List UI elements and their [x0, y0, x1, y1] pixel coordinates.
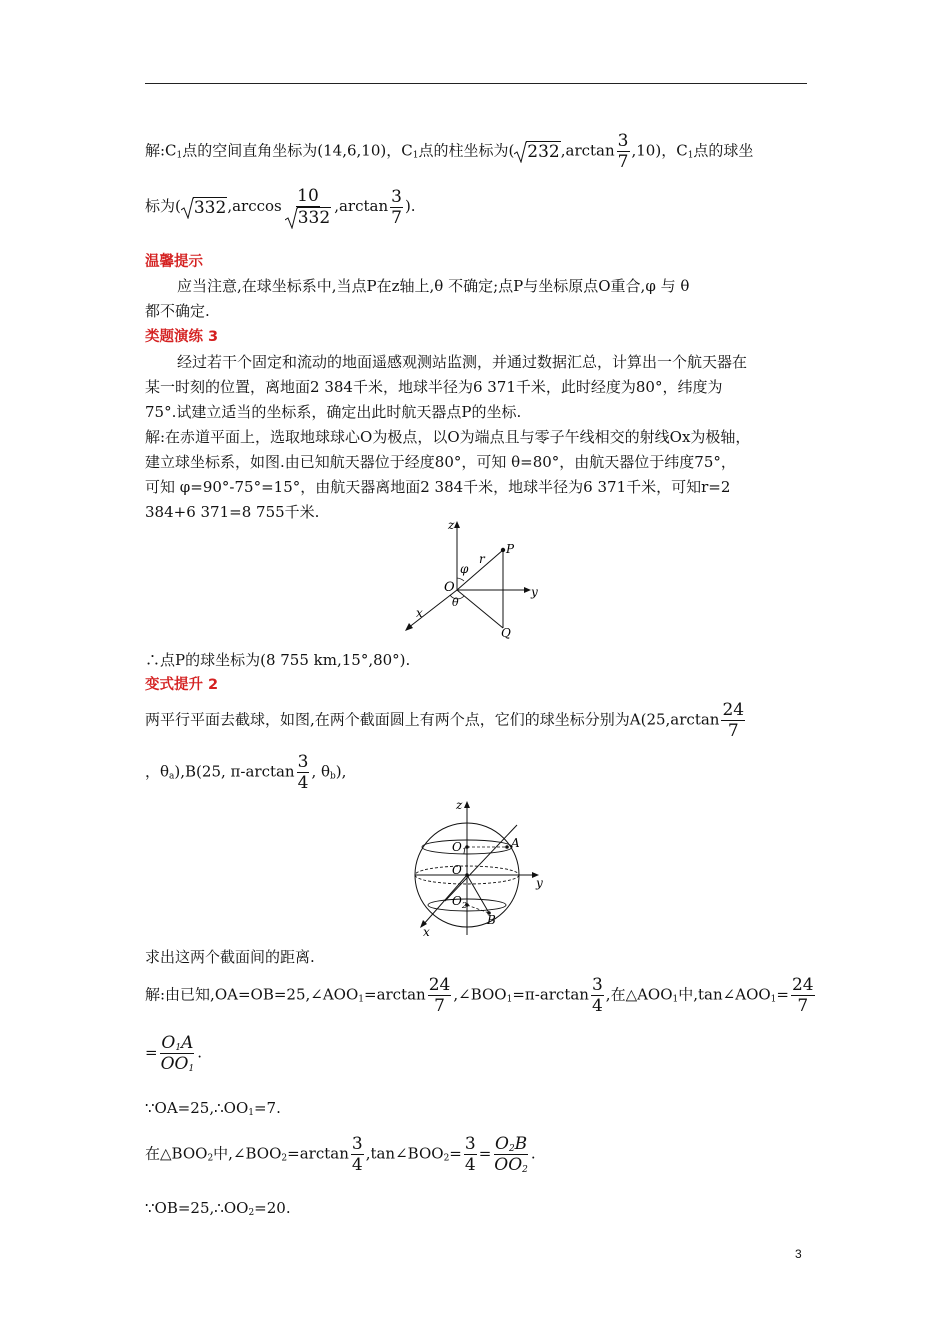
sphere-section-figure	[405, 795, 555, 940]
fig2-label-B: B	[487, 913, 496, 927]
header-rule	[145, 83, 807, 84]
fig1-label-z: z	[448, 518, 455, 532]
practice-problem-3: 75°.试建立适当的坐标系，确定出此时航天器点P的坐标.	[145, 403, 522, 421]
practice-problem-2: 某一时刻的位置，离地面2 384千米，地球半径为6 371千米，此时经度为80°，纬度为	[145, 378, 723, 396]
practice-solution-2: 建立球坐标系，如图.由已知航天器位于经度80°，可知 θ=80°，由航天器位于纬度75°，	[145, 453, 736, 471]
tip-heading: 温馨提示	[145, 254, 203, 270]
practice-heading: 类题演练 3	[145, 329, 219, 345]
fig2-label-z: z	[456, 798, 463, 812]
solution2-line-4: 在$\triangle BOO_2$中$,\angle BOO_2=\arctan$ $\frac{3}{4}$ $,\tan\angle BOO_2=$ $\frac{3}{4}$ = $\frac{O_2B}{OO_2}$ .	[145, 1134, 536, 1175]
fig2-label-O1: $O_1$	[452, 840, 467, 856]
practice-solution-4: 384+6 371=8 755千米.	[145, 503, 320, 521]
tip-text-1: 应当注意,在球坐标系中,当点P在z轴上,θ 不确定;点P与坐标原点O重合,φ 与 θ	[177, 277, 690, 295]
variant-question: 求出这两个截面间的距离.	[145, 948, 315, 966]
spherical-coordinate-figure	[400, 515, 550, 645]
fraction-3-7b: $\frac{3}{7}$	[391, 186, 402, 228]
page-number: 3	[795, 1247, 802, 1261]
solution2-line-1: 解:由已知$,OA=OB=25,\angle AOO_1=\arctan$ $\frac{24}{7}$ $,\angle BOO_1=\pi-\arctan$ $\frac{3}{4}$ ,在$\triangle AOO_1$中$,\tan\angle AOO_1=$ $\frac{24}{7}$	[145, 975, 814, 1016]
practice-solution-3: 可知 φ=90°-75°=15°，由航天器离地面2 384千米，地球半径为6 371千米，可知r=2	[145, 478, 731, 496]
fraction-10-sqrt332: $\frac{10}{332}$	[284, 186, 332, 228]
fig2-label-O2: $O_2$	[452, 894, 467, 910]
practice-answer: ∴点P的球坐标为(8 755 km,15°,80°).	[145, 651, 411, 669]
sqrt-232: 232	[514, 141, 560, 162]
fig2-label-O: O	[452, 863, 462, 877]
practice-solution-1: 解:在赤道平面上，选取地球球心O为极点，以O为端点且与零子午线相交的射线Ox为极轴，	[145, 428, 751, 446]
fig1-label-x: x	[416, 606, 423, 620]
fraction-24-7: $\frac{24}{7}$	[722, 700, 745, 741]
variant-heading: 变式提升 2	[145, 677, 219, 693]
solution2-line-5: $\because OB=25,\therefore OO_2=20$.	[145, 1199, 291, 1218]
solution2-line-2: = $\frac{O_1A}{OO_1}$ .	[145, 1033, 202, 1074]
solution2-line-3: $\because OA=25,\therefore OO_1=7$.	[145, 1099, 281, 1118]
tip-text-2: 都不确定.	[145, 302, 210, 320]
variant-problem-1: 两平行平面去截球，如图,在两个截面圆上有两个点，它们的球坐标分别为A(25,arctan $\frac{24}{7}$	[145, 700, 745, 741]
solution-line-2: 标为( 332,arccos $\frac{10}{332}$ ,arctan $\frac{3}{7}$ ).	[145, 186, 416, 228]
fig2-label-y: y	[536, 876, 543, 890]
fraction-3-4: $\frac{3}{4}$	[297, 752, 309, 793]
solution-line-1: 解$:C_1$点的空间直角坐标为(14,6,10)，$C_1$点的柱坐标为( 232,arctan $\frac{3}{7}$ ,10)，$C_1$点的球坐	[145, 131, 754, 172]
fig2-label-x: x	[423, 925, 430, 939]
fig1-label-r: r	[479, 552, 485, 566]
fig1-label-y: y	[531, 585, 538, 599]
sqrt-332: 332	[181, 197, 227, 218]
fig1-label-Q: Q	[501, 626, 511, 640]
variant-problem-2: ，$\theta_a),B(25$, π-arctan $\frac{3}{4}$ , $\theta_b$),	[145, 752, 347, 793]
fig1-label-phi: φ	[460, 562, 469, 576]
practice-problem-1: 经过若干个固定和流动的地面遥感观测站监测，并通过数据汇总，计算出一个航天器在	[177, 353, 748, 371]
fig1-label-theta: θ	[452, 596, 459, 609]
fig1-label-P: P	[506, 542, 515, 556]
fraction-3-7: $\frac{3}{7}$	[617, 131, 629, 172]
fig2-label-A: A	[511, 836, 520, 850]
fig1-label-O: O	[444, 580, 455, 595]
